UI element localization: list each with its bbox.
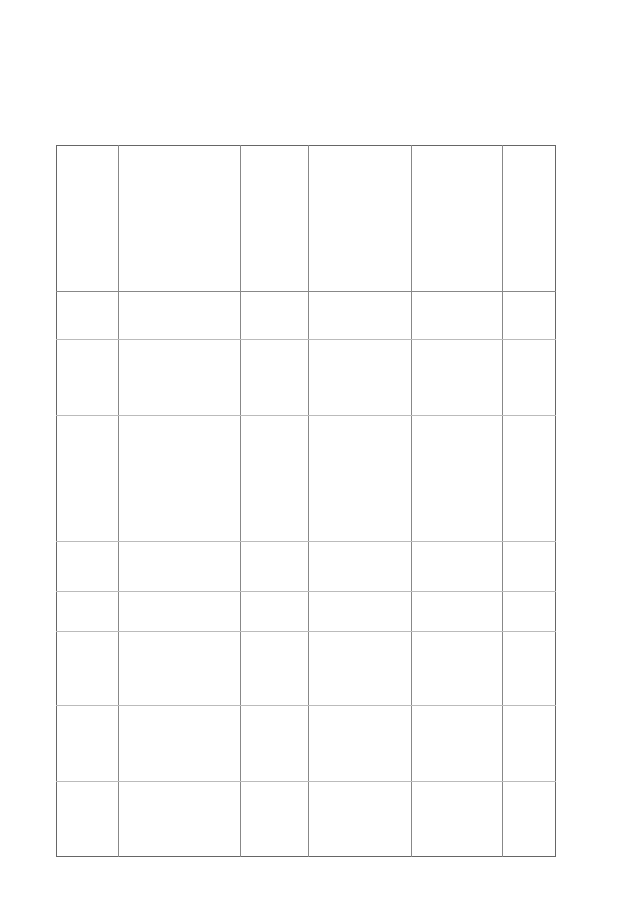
- row-divider: [56, 339, 556, 340]
- column-divider: [240, 145, 241, 857]
- row-divider: [56, 541, 556, 542]
- row-divider: [56, 705, 556, 706]
- row-divider: [56, 415, 556, 416]
- row-divider: [56, 631, 556, 632]
- table-border: [56, 145, 556, 857]
- header-divider: [56, 291, 556, 292]
- column-divider: [308, 145, 309, 857]
- column-divider: [411, 145, 412, 857]
- row-divider: [56, 781, 556, 782]
- row-divider: [56, 591, 556, 592]
- column-divider: [502, 145, 503, 857]
- column-divider: [118, 145, 119, 857]
- rotated-table-page: [56, 145, 556, 857]
